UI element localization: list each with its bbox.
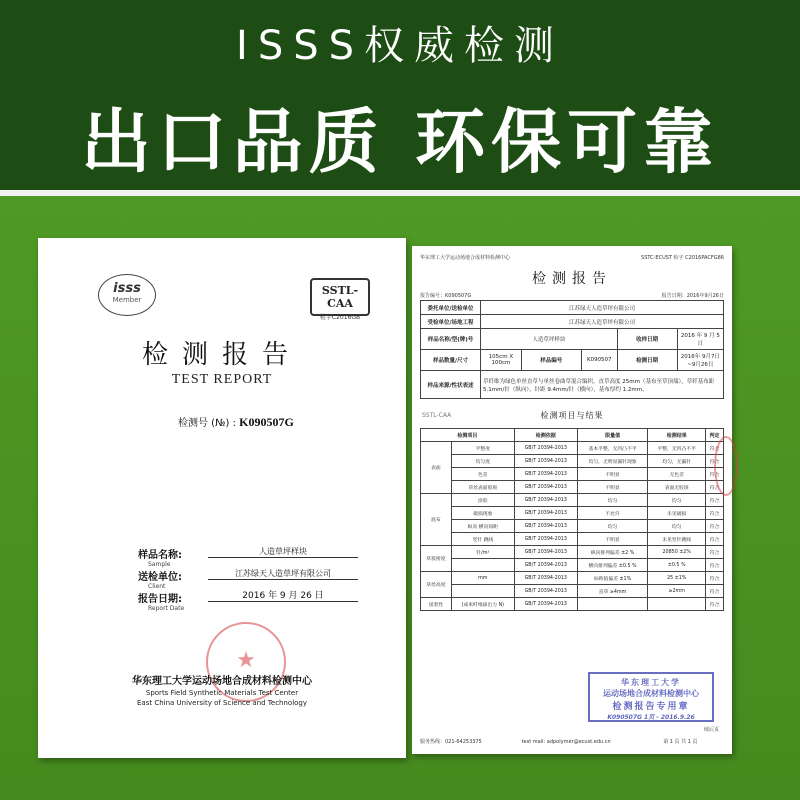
isss-logo [98,274,156,316]
info-key: 收样日期 [617,329,677,350]
sstl-caa-badge [310,278,370,321]
limit-cell: 标称值偏差 ±1% [577,572,648,585]
sample-info-table [420,300,724,399]
table-row [421,559,724,572]
results-table [420,428,724,611]
report-header [420,254,724,261]
group-cell: 底布 [421,494,452,546]
item-cell: 破损现象 [451,507,514,520]
result-cell: 25 ±1% [648,572,705,585]
basis-cell: GB/T 20394-2013 [514,559,577,572]
info-value: 江苏绿天人造草坪有限公司 [481,301,724,315]
blue-report-stamp [588,672,714,722]
report-header-org: 华东理工大学运动场地合成材料检测中心 [420,255,511,261]
column-header: 限量值 [577,429,648,442]
cover-title-en: TEST REPORT [171,372,273,387]
basis-cell: GB/T 20394-2013 [514,572,577,585]
info-value: 草纤维为绿色单丝直草与单丝卷曲草混合编织，直草高度 25mm（基布至草顶端），草纤基布距 5.1mm/针（纵向），针距 9.4mm/针（横向），基布厚约 1.2mm。 [481,371,724,399]
item-cell: 草丝表面胶斑 [451,481,514,494]
info-key: 受检单位/场地工程 [421,315,481,329]
client-label-cn: 送检单位: [138,572,182,583]
info-value: K090507 [581,350,617,371]
info-key: 样品名称/型(牌)号 [421,329,481,350]
cover-organization [38,672,406,707]
result-cell: 均匀，无漏针 [648,455,705,468]
info-value: 江苏绿天人造草坪有限公司 [481,315,724,329]
banner-slogan-top: ISSS权威检测 [236,23,564,69]
info-value: 2016年 9月7日~9月26日 [677,350,723,371]
column-header: 检测结果 [648,429,705,442]
verdict-cell: 符合 [705,585,723,598]
limit-cell: 均匀 [577,494,648,507]
page-continue-mark: 续后页 [704,727,720,733]
report-meta-number: 报告编号：K090507G [420,293,472,299]
limit-cell: 纵向排列偏差 ±2 % [577,546,648,559]
info-value: 2016 年 9 月 5 日 [677,329,723,350]
verdict-cell: 符合 [705,559,723,572]
basis-cell: GB/T 20394-2013 [514,494,577,507]
table-row [421,585,724,598]
result-cell: ±0.5 % [648,559,705,572]
table-row [421,350,724,371]
basis-cell: GB/T 20394-2013 [514,507,577,520]
item-cell: 针/m² [451,546,514,559]
item-cell: (成束纤维拔出力 N) [451,598,514,611]
table-row [421,494,724,507]
result-cell: ≥2mm [648,585,705,598]
verdict-cell: 符合 [705,598,723,611]
item-cell: 均匀度 [451,455,514,468]
limit-cell: 横向排列偏差 ±0.5 % [577,559,648,572]
sample-label-cn: 样品名称: [138,550,182,561]
info-key: 样品数量/尺寸 [421,350,481,371]
report-cover-page [38,238,406,758]
basis-cell: GB/T 20394-2013 [514,585,577,598]
column-header: 判定 [705,429,723,442]
limit-cell: 直草 ≥4mm [577,585,648,598]
red-seal-edge [714,436,738,496]
table-row [421,546,724,559]
client-value: 江苏绿天人造草坪有限公司 [208,568,358,580]
info-value: 人造草坪样块 [481,329,618,350]
table-row [421,572,724,585]
isss-logo-subtext: Member [112,296,142,304]
basis-cell: GB/T 20394-2013 [514,533,577,546]
table-row [421,507,724,520]
sstl-watermark: SSTL-CAA [422,412,452,419]
basis-cell: GB/T 20394-2013 [514,442,577,455]
result-cell: 表面无胶斑 [648,481,705,494]
footer-tel: 服务热线：021-64253375 [420,739,482,745]
verdict-cell: 符合 [705,442,723,455]
org-name-en1: Sports Field Synthetic Materials Test Center [145,689,299,697]
item-cell [451,585,514,598]
limit-cell: 不明显 [577,533,648,546]
info-key: 检测日期 [617,350,677,371]
column-header: 检测依据 [514,429,577,442]
result-cell: 均匀 [648,520,705,533]
table-row [421,468,724,481]
table-header-row [421,429,724,442]
limit-cell: 不允许 [577,507,648,520]
limit-cell: 均匀，无明显漏针现象 [577,455,648,468]
group-cell: 固着性 [421,598,452,611]
cover-report-number [178,414,294,430]
report-number-value: K090507G [239,415,294,429]
stamp-line4: K090507G 1页 - 2016.9.26 [607,714,695,721]
table-row [421,442,724,455]
date-value: 2016 年 9 月 26 日 [208,588,358,602]
item-cell: 平整度 [451,442,514,455]
report-number-label: 检测号 (№) : [178,418,236,429]
sstl-badge-text: SSTL-CAA [321,284,359,310]
basis-cell: GB/T 20394-2013 [514,481,577,494]
result-cell: 平整，无凹凸不平 [648,442,705,455]
org-name-cn: 华东理工大学运动场地合成材料检测中心 [132,676,312,687]
report-footer [420,738,724,745]
verdict-cell: 符合 [705,546,723,559]
banner-slogan-main: 出口品质 环保可靠 [80,101,720,183]
report-meta-date: 报告日期：2016年9月26日 [661,293,724,299]
verdict-cell: 符合 [705,481,723,494]
basis-cell: GB/T 20394-2013 [514,520,577,533]
item-cell: 竖针 跳线 [451,533,514,546]
report-title: 检测报告 [532,271,612,287]
verdict-cell: 符合 [705,520,723,533]
stamp-line1: 华东理工大学 [621,678,681,687]
table-row [421,329,724,350]
sample-label-en: Sample [148,561,171,568]
date-label-en: Report Date [148,605,185,612]
limit-cell [577,598,648,611]
client-label [138,568,182,590]
table-row [421,481,724,494]
group-cell: 草丝高度 [421,572,452,598]
results-subtitle: 检测项目与结果 [540,411,604,420]
report-results-page [412,246,732,754]
basis-cell: GB/T 20394-2013 [514,598,577,611]
basis-cell: GB/T 20394-2013 [514,468,577,481]
info-key: 委托单位/送检单位 [421,301,481,315]
seal-star-icon: ★ [236,648,256,673]
date-label [138,590,184,612]
verdict-cell: 符合 [705,455,723,468]
item-cell: mm [451,572,514,585]
verdict-cell: 符合 [705,494,723,507]
group-cell: 草簇密度 [421,546,452,572]
item-cell [451,559,514,572]
basis-cell: GB/T 20394-2013 [514,455,577,468]
result-cell [648,598,705,611]
date-label-cn: 报告日期: [138,594,182,605]
result-cell: 无色差 [648,468,705,481]
table-row [421,520,724,533]
isss-logo-text: isss [113,281,141,296]
basis-cell: GB/T 20394-2013 [514,546,577,559]
table-row [421,371,724,399]
report-header-code: SSTC-ECUST 检字 C2016PACFG86 [641,255,724,261]
limit-cell: 均匀 [577,520,648,533]
item-cell: 涂胶 [451,494,514,507]
result-cell: 20850 ±2% [648,546,705,559]
info-key: 样品编号 [521,350,581,371]
table-row [421,301,724,315]
verdict-cell: 符合 [705,507,723,520]
table-row [421,315,724,329]
info-value: 105cm X 100cm [481,350,522,371]
header-banner [0,0,800,190]
limit-cell: 基本平整，无凹凸不平 [577,442,648,455]
verdict-cell: 符合 [705,533,723,546]
item-cell: 色差 [451,468,514,481]
group-cell: 表面 [421,442,452,494]
stamp-line2: 运动场地合成材料检测中心 [603,689,699,698]
table-row [421,455,724,468]
footer-page: 第 1 页 共 1 页 [663,739,698,745]
result-cell: 未见竖针跳线 [648,533,705,546]
item-cell: 纵向 横向间距 [451,520,514,533]
verdict-cell: 符合 [705,468,723,481]
org-name-en2: East China University of Science and Technology [136,699,308,707]
report-meta [420,292,724,299]
sample-label [138,546,182,568]
result-cell: 未见破损 [648,507,705,520]
verdict-cell: 符合 [705,572,723,585]
info-key: 样品来源/性状表述 [421,371,481,399]
table-row [421,598,724,611]
cover-title: 检测报告 [141,340,302,370]
limit-cell: 不明显 [577,481,648,494]
result-cell: 均匀 [648,494,705,507]
column-header: 检测项目 [421,429,515,442]
limit-cell: 不明显 [577,468,648,481]
client-label-en: Client [148,583,166,590]
table-row [421,533,724,546]
footer-email: test mail: adpolymer@ecust.edu.cn [521,739,611,745]
stamp-line3: 检测报告专用章 [612,702,690,712]
sample-value: 人造草坪样块 [208,546,358,558]
sstl-badge-subtext: 检字C2016GB [319,314,361,321]
